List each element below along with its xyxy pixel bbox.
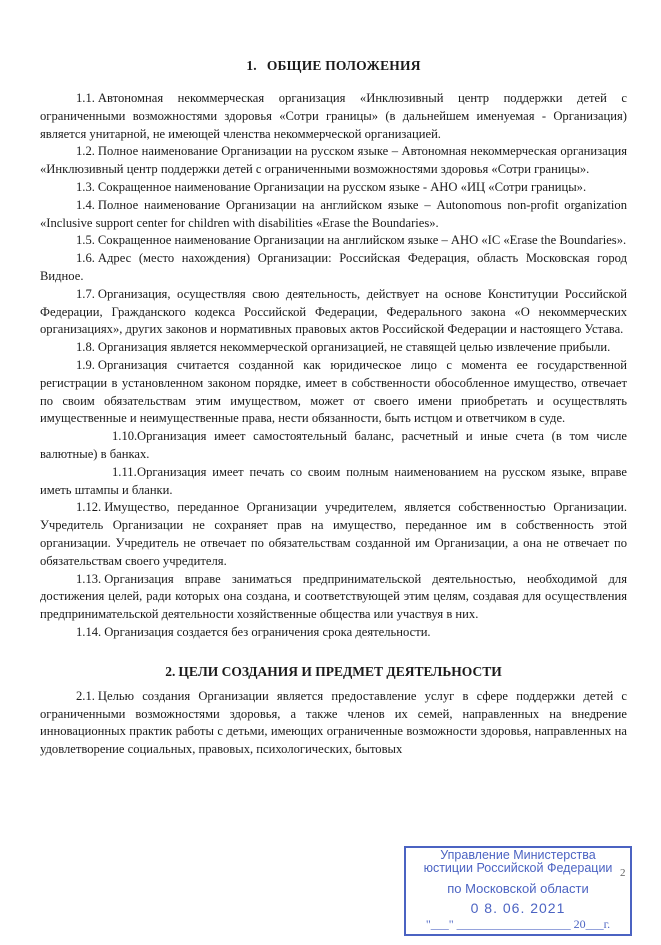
paragraph-text: Сокращенное наименование Организации на английском языке – АНО «IC «Erase the Boundaries». [97,233,627,248]
paragraph-number: 1.1. [76,91,95,105]
paragraph-text: Сокращенное наименование Организации на русском языке - АНО «ИЦ «Сотри границы». [97,179,587,194]
paragraph-1-11 [40,464,627,500]
paragraph-text: Организация считается созданной как юридическое лицо с момента ее государственной регистрации в установленном законом порядке, имеет в собственности обособленное имущество, отвечает по своим обязательствам этим имуществом, может от своего имени приобретать и осуществлять имущественные и неимущественные права, нести обязанности, быть истцом и ответчиком в суде. [40,357,627,426]
section-2-heading [40,664,627,680]
paragraph-number: 1.2. [76,144,95,159]
paragraph-text: Организация создается без ограничения срока деятельности. [104,624,431,639]
paragraph-1-14 [40,624,627,642]
section-1-title: ОБЩИЕ ПОЛОЖЕНИЯ [266,58,421,73]
paragraph-number: 1.3. [76,179,95,194]
paragraph-1-6 [40,250,627,286]
paragraph-text: Адрес (место нахождения) Организации: Российская Федерация, область Московская город Видное. [40,251,627,283]
paragraph-number: 2.1. [76,688,95,703]
page-number: 2 [620,867,626,879]
stamp-line-2: юстиции Российской Федерации [423,861,613,875]
paragraph-number: 1.12. [76,500,102,515]
paragraph-2-1 [40,688,627,759]
paragraph-1-12 [40,499,627,570]
paragraph-1-2 [40,143,627,179]
paragraph-number: 1.13. [76,571,102,586]
paragraph-text: Организация вправе заниматься предпринимательской деятельностью, необходимой для достижения целей, ради которых она создана, и соответствующей этим целям, создавая для осуществления предпринимательской деятельности хозяйственные общества или участвуя в них. [40,571,627,622]
paragraph-number: 1.6. [76,251,95,266]
paragraph-text: Организация является некоммерческой организацией, не ставящей целью извлечение прибыли. [97,340,611,355]
section-1-heading [40,58,627,74]
section-2-number: 2. [165,663,176,679]
paragraph-number: 1.7. [76,286,95,301]
paragraph-number: 1.5. [76,233,95,248]
paragraph-1-5 [40,232,627,250]
paragraph-1-13 [40,571,627,624]
section-2-title: ЦЕЛИ СОЗДАНИЯ И ПРЕДМЕТ ДЕЯТЕЛЬНОСТИ [178,663,502,679]
stamp-line-3: по Московской области [447,881,589,896]
paragraph-text: Автономная некоммерческая организация «Инклюзивный центр поддержки детей с ограниченными возможностями здоровья «Сотри границы» (в дальнейшем именуемая - Организация) является унитарной, не имеющей членства некоммерческой организацией. [40,91,627,141]
paragraph-1-7 [40,286,627,339]
paragraph-number: 1.4. [76,197,95,212]
section-gap [40,642,627,664]
paragraph-1-3 [40,179,627,197]
paragraph-number: 1.9. [76,357,95,372]
section-1-number: 1. [246,58,257,73]
registration-stamp [404,846,632,936]
paragraph-1-4 [40,197,627,233]
paragraph-number: 1.14. [76,624,102,639]
document-body [40,58,627,759]
stamp-date: 0 8. 06. 2021 [470,900,566,916]
paragraph-1-8 [40,339,627,357]
paragraph-1-9 [40,357,627,428]
paragraph-text: Организация, осуществляя свою деятельность, действует на основе Конституции Российской Федерации, Гражданского кодекса Российской Федерации, Федерального закона «О некоммерческих организациях», других законов и нормативных правовых актов Российской Федерации и настоящего Устава. [40,286,627,337]
paragraph-text: Организация имеет печать со своим полным наименованием на русском языке, вправе иметь штампы и бланки. [40,464,627,497]
paragraph-number: 1.11. [112,464,137,479]
paragraph-text: Организация имеет самостоятельный баланс, расчетный и иные счета (в том числе валютные) в банках. [40,429,627,461]
stamp-line-1: Управление Министерства [440,848,596,862]
paragraph-text: Имущество, переданное Организации учредителем, является собственностью Организации. Учредитель Организации не сохраняет прав на имущество, переданное им в собственность этой организации. Учредитель не отвечает по обязательствам созданной им Организации, а она не отвечает по обязательствам своего учредителя. [40,500,627,568]
paragraph-number: 1.10. [112,429,138,444]
paragraph-1-1 [40,90,627,143]
stamp-date-blank: "___" ___________________ 20___г. [425,917,611,931]
paragraph-1-10 [40,428,627,464]
paragraph-text: Целью создания Организации является предоставление услуг в сфере поддержки детей с ограниченными возможностями здоровья, а также членов их семей, направленных на внедрение инновационных практик работы с детьми, имеющих ограниченные возможности здоровья, направленных на удовлетворение социальных, правовых, психологических, бытовых [40,688,627,757]
paragraph-text: Полное наименование Организации на английском языке – Autonomous non-profit organization «Inclusive support center for children with disabilities «Erase the Boundaries». [40,197,627,230]
paragraph-number: 1.8. [76,340,95,355]
paragraph-text: Полное наименование Организации на русском языке – Автономная некоммерческая организация «Инклюзивный центр поддержки детей с ограниченными возможностями здоровья «Сотри границы». [40,144,627,177]
